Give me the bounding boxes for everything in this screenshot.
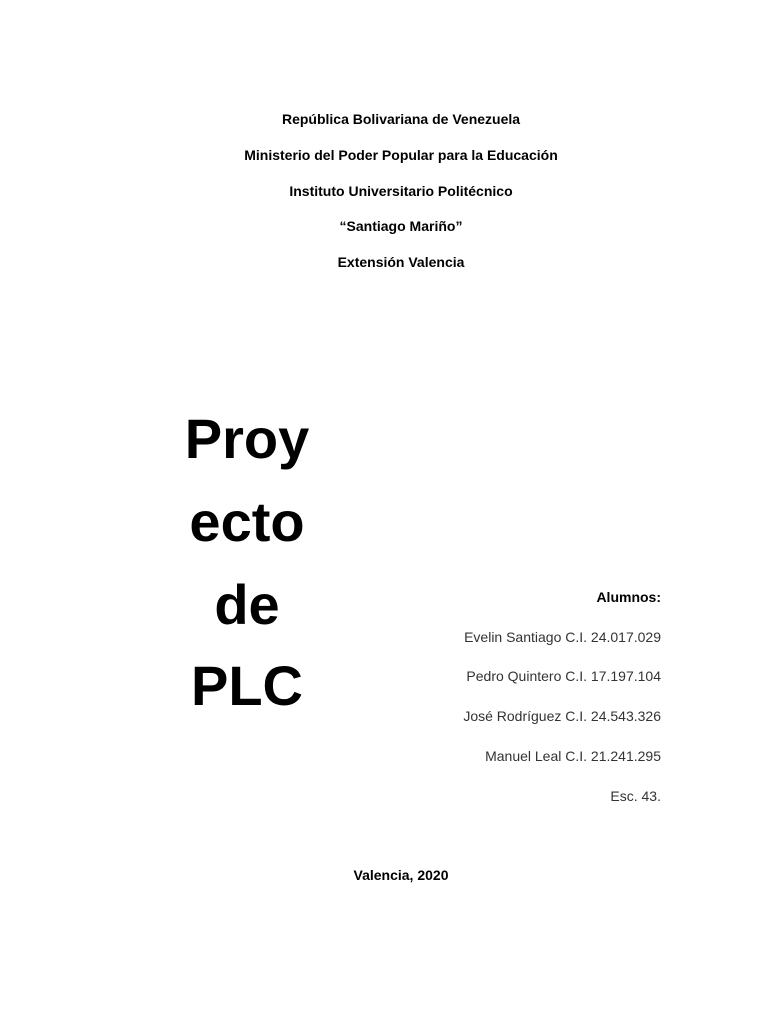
student-entry-2: Pedro Quintero C.I. 17.197.104 <box>466 668 661 684</box>
title-line-1: Proy <box>184 407 310 470</box>
header-republic: República Bolivariana de Venezuela <box>281 111 521 127</box>
section-label: Esc. 43. <box>610 788 661 804</box>
student-entry-1: Evelin Santiago C.I. 24.017.029 <box>464 629 661 645</box>
title-line-4: PLC <box>191 654 303 717</box>
title-line-3: de <box>214 573 280 636</box>
place-date: Valencia, 2020 <box>353 867 449 883</box>
student-entry-4: Manuel Leal C.I. 21.241.295 <box>485 748 661 764</box>
title-line-2: ecto <box>189 490 305 553</box>
header-extension: Extensión Valencia <box>337 254 465 270</box>
header-institute: Instituto Universitario Politécnico <box>289 183 513 199</box>
student-entry-3: José Rodríguez C.I. 24.543.326 <box>463 708 661 724</box>
students-label: Alumnos: <box>596 589 661 605</box>
header-ministry: Ministerio del Poder Popular para la Educación <box>244 147 558 163</box>
header-institute-name: “Santiago Mariño” <box>339 218 463 234</box>
